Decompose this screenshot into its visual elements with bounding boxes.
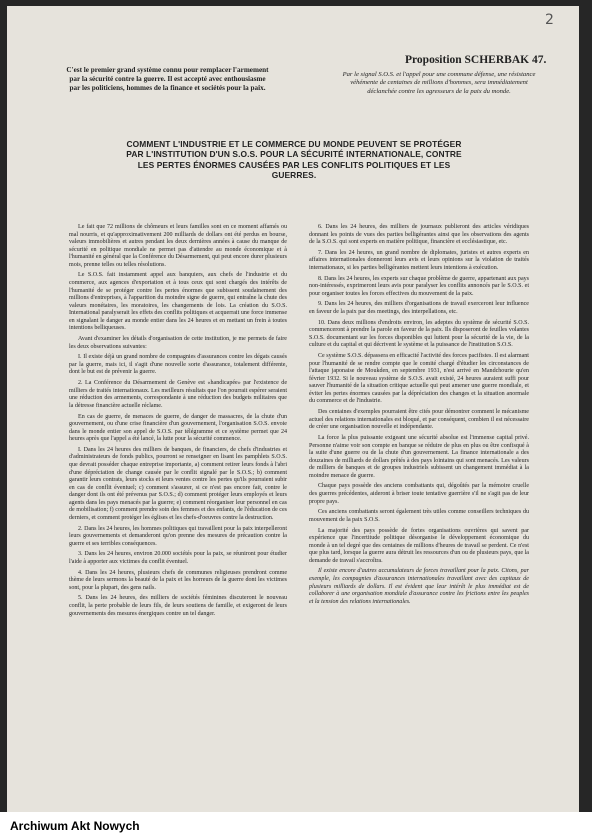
- document-page: [7, 6, 579, 812]
- left-text-column: [69, 224, 287, 621]
- paragraph: 5. Dans les 24 heures, des milliers de sociétés féminines discuteront le nouveau conflit, la perte probable de leurs fils, de leurs soutiens de famille, et exigeront de leurs gouvernements des mesures énergiques contre un tel danger.: [69, 595, 287, 617]
- paragraph: 10. Dans deux millions d'endroits environ, les adeptes du système de sécurité S.O.S. commenceront à prendre la parole en faveur de la paix. Ils disposeront de feuilles volantes S.O.S. documentant sur les forces disponibles qui luttent pour la sécurité de la vie, de la culture et du capital et qui décrivent le système et la puissance de l'institution S.O.S.: [309, 319, 529, 349]
- paragraph: 6. Dans les 24 heures, des milliers de journaux publieront des articles véridiques donnant les points de vues des parties belligérantes ainsi que les observations des agents de la S.O.S. qui sont experts en matière politique, financière et ecclésiastique, etc.: [309, 224, 529, 246]
- handwritten-page-number: 2: [545, 12, 554, 28]
- left-slogan: C'est le premier grand système connu pour remplacer l'armement par la sécurité contre la guerre. Il est accepté avec enthousiasme par les politiciens, hommes de la finance et sociétés pour la paix.: [66, 66, 269, 93]
- archive-footer: [0, 812, 592, 840]
- paragraph: I. Il existe déjà un grand nombre de compagnies d'assurances contre les dégats causés par la guerre, mais ici, il s'agit d'une nouvelle sorte d'assurance, totalement différente, dont le but est de prévenir la guerre.: [69, 354, 287, 376]
- paragraph: Des centaines d'exemples pourraient être cités pour démontrer comment le mécanisme actuel des relations internationales est bloqué, et par conséquent, combien il est nécessaire de créer une organisation nouvelle et indépendante.: [309, 409, 529, 431]
- paragraph: Il existe encore d'autres accumulateurs de forces travaillant pour la paix. Citons, par exemple, les compagnies d'assurances internationales travaillant avec des capitaux de plusieurs milliards de dollars. Il est évident que leur intérêt le plus immédiat est de collaborer à une organisation mondiale d'assurance contre les frictions entre les peuples et la tension des relations internationales.: [309, 568, 529, 605]
- archive-name: Archiwum Akt Nowych: [10, 819, 140, 833]
- paragraph: Avant d'examiner les détails d'organisation de cette institution, je me permets de faire les deux observations suivantes:: [69, 336, 287, 350]
- paragraph: 2. La Conférence du Désarmement de Genève est «handicapée» par l'existence de milliers de traités internationaux. Les meilleurs résultats que l'on pourrait espérer seraient une réduction des armements, correspondante à une réduction des budgets militaires que la détresse financière actuelle réclame.: [69, 380, 287, 409]
- paragraph: I. Dans les 24 heures des milliers de banques, de financiers, de chefs d'industries et d'administrateurs de fonds publics, pourront se renseigner en lisant les pamphlets S.O.S. que devrait posséder chaque entreprise importante, a) comment retirer leurs fonds à l'abri d'une dépréciation de change causée par le conflit signalé par le S.O.S.; b) comment garantir leurs contrats, leurs stocks et leurs ventes contre les pertes qu'ils pourraient subir en cas de conflit éventuel; c) comment s'assurer, si ce n'est pas encore fait, contre le danger dont ils ont été prévenus par S.O.S.; d) comment protéger leurs employés et leurs agents dans les pays menacés par la guerre; e) comment réorganiser leur personnel en cas de mobilisation; f) comment prendre soin des femmes et des enfants, de l'éducation de ces derniers, et comment protéger les églises et les chefs-d'oeuvres contre la destruction.: [69, 446, 287, 521]
- paragraph: Le S.O.S. fait instamment appel aux banquiers, aux chefs de l'industrie et du commerce, aux agences d'exportation et à tous ceux qui sont chargés des intérêts de l'humanité de se protéger contre les pertes énormes que subissent soudainement des millions d'entreprises, à l'apparition du moindre signe de guerre, qui entraîne la chute des valeurs monétaires, les moratoires, les changements de lois. La création du S.O.S. International paralyserait les effets des conflits politiques et acquerrait une force immense en signalant le danger au monde entier dans les 24 heures et en mettant un frein à toutes intentions belliqueuses.: [69, 272, 287, 332]
- right-slogan: Par le signal S.O.S. et l'appel pour une commune défense, une résistance véhémente de centaines de millions d'hommes, sera immédiatement déclanchée contre les agresseurs de la paix du monde.: [342, 71, 536, 95]
- proposal-heading: Proposition SCHERBAK 47.: [405, 54, 547, 66]
- paragraph: Le fait que 72 millions de chômeurs et leurs familles sont en ce moment affamés ou mal nourris, et qu'approximativement 200 milliards de dollars ont été perdus en bourse, valeurs immobilières et autres pendant les deux dernières années à cause du manque de sécurité en politique mondiale ne permet pas d'attendre au monde économique et à l'humanité en général que la Conférence du Désarmement, qui peut encore durer plusieurs mois, prenne telles ou telles résolutions.: [69, 224, 287, 268]
- paragraph: 7. Dans les 24 heures, un grand nombre de diplomates, juristes et autres experts en affaires internationales donneront leurs avis et leurs opinions sur la violation de traités internationaux, si les parties belligérantes mettent leurs intentions à exécution.: [309, 249, 529, 271]
- paragraph: Ces anciens combattants seront également très utiles comme conseillers techniques du mouvement de la paix S.O.S.: [309, 509, 529, 523]
- paragraph: 2. Dans les 24 heures, les hommes politiques qui travaillent pour la paix interpelleront leurs gouvernements et demanderont qu'on prenne des mesures de précaution contre la guerre et ses terribles conséquences.: [69, 525, 287, 547]
- document-title: COMMENT L'INDUSTRIE ET LE COMMERCE DU MONDE PEUVENT SE PROTÉGER PAR L'INSTITUTION D'UN S.O.S. POUR LA SÉCURITÉ INTERNATIONALE, CONTRE LES PERTES ÉNORMES CAUSÉES PAR LES CONFLITS POLITIQUES ET LES GUERRES.: [126, 139, 462, 181]
- paragraph: La majorité des pays possède de fortes organisations ouvrières qui savent par expérience que l'incertitude politique désorganise le développement économique du monde à un tel degré que des centaines de millions d'heures de travail se perdent. Ce n'est que plus tard, lorsque la guerre aura détruit les ressources d'un ou de plusieurs pays, que la demande de travail s'accroîtra.: [309, 527, 529, 564]
- paragraph: 3. Dans les 24 heures, environ 20.000 sociétés pour la paix, se réuniront pour étudier l'aide à apporter aux victimes du conflit éventuel.: [69, 551, 287, 565]
- paragraph: 8. Dans les 24 heures, les experts sur chaque problème de guerre, appartenant aux pays non-intéressés, exprimeront leurs avis pour paralyser les conflits annoncés par le S.O.S. et pour organiser toutes les forces effectives du mouvement de la paix.: [309, 275, 529, 297]
- paragraph: Ce système S.O.S. dépassera en efficacité l'activité des forces pacifistes. Il est alarmant pour l'humanité de se rendre compte que le comité chargé d'étudier les circonstances de l'attaque japonaise de Moukden, en septembre 1931, n'est arrivé en Mandchourie qu'en février 1932. Si le nouveau système de S.O.S. avait existé, 24 heures auraient suffi pour sauver l'humanité de la situation critique actuelle qui peut amener une guerre mondiale, et éviter les pertes énormes causées par la dépréciation des changes et la situation anormale du commerce et de l'industrie.: [309, 353, 529, 405]
- paragraph: La force la plus puissante exigeant une sécurité absolue est l'immense capital privé. Personne n'aime voir son compte en banque se réduire de plus en plus ou être confisqué à la suite d'une guerre ou de la chute d'un gouvernement. La finance internationale a des douzaines de milliards de dollars prêtés à des pays lointains qui sont menacés. Les valeurs de milliers de banques et de groupes industriels subissent un changement immédiat à la moindre menace de guerre.: [309, 434, 529, 479]
- paragraph: En cas de guerre, de menaces de guerre, de danger de massacres, de la chute d'un gouvernement, ou d'une crise financière d'un gouvernement, l'organisation S.O.S. envoie dans le monde entier son appel de S.O.S. par télégramme et ce système permet que 24 heures après que l'appel a été lancé, la lutte pour la sécurité commence.: [69, 413, 287, 443]
- right-text-column: [309, 224, 529, 609]
- paragraph: 4. Dans les 24 heures, plusieurs chefs de communes religieuses prendront comme thème de leurs sermons la beauté de la paix et les horreurs de la guerre dont les victimes sont, pour la plupart, des gens nails.: [69, 569, 287, 591]
- paragraph: 9. Dans les 24 heures, des milliers d'organisations de travail exerceront leur influence en faveur de la paix par des meetings, des interpellations, etc.: [309, 301, 529, 316]
- paragraph: Chaque pays possède des anciens combattants qui, dégoûtés par la mémoire cruelle des guerres précédentes, aideront à briser toute tentative guerrière s'il ne s'agit pas de leur propre pays.: [309, 483, 529, 505]
